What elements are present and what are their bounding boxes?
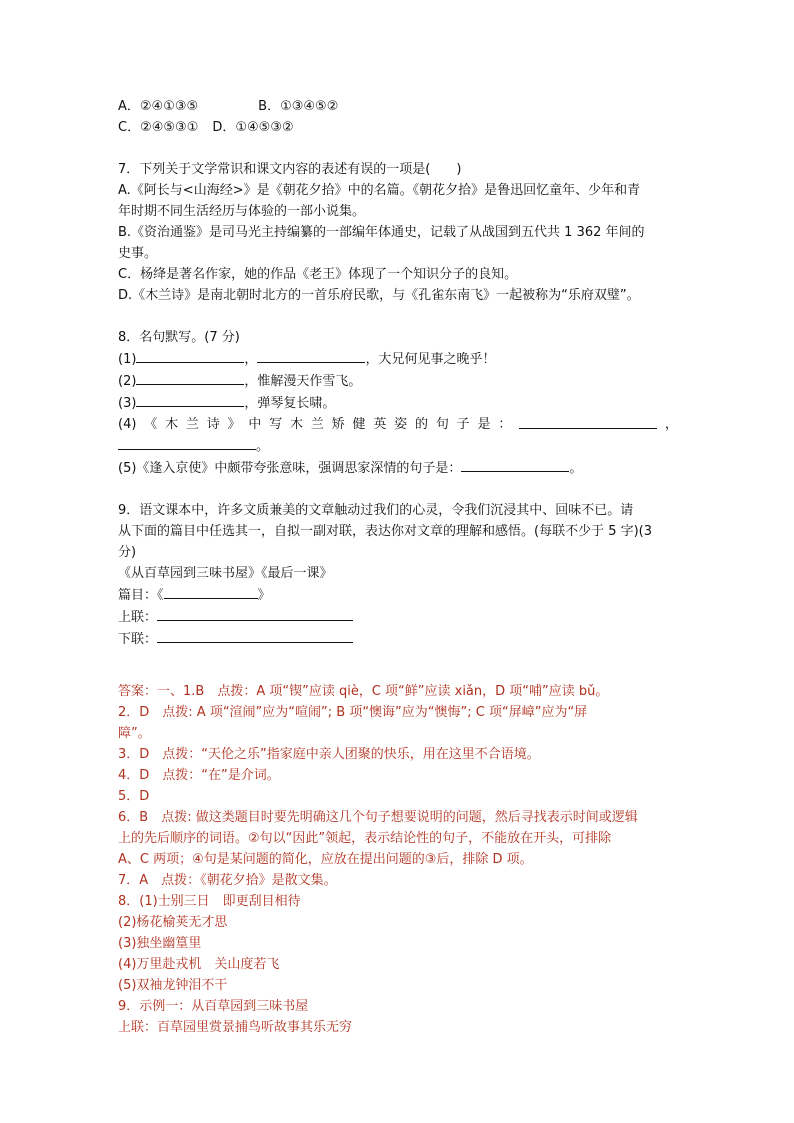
q9-xialian-row: 下联： <box>118 628 678 650</box>
q6-options-row-2 <box>118 117 678 138</box>
q6-options-row-1 <box>118 96 678 117</box>
fill-blank[interactable] <box>157 606 353 621</box>
q7-option-b-line1: B.《资治通鉴》是司马光主持编纂的一部编年体通史，记载了从战国到五代共 1 362 年间的 <box>118 225 645 240</box>
q8-line-2: (2) ，惟解漫天作雪飞。 <box>118 370 678 392</box>
q8-line-3: (3) ，弹琴复长啸。 <box>118 392 678 414</box>
q9-stem-line3: 分) <box>118 545 137 560</box>
answer-line: 6．B 点拨: 做这类题目时要先明确这几个句子想要说明的问题，然后寻找表示时间或逻辑 <box>118 810 638 825</box>
answer-line: 答案：一、1.B 点拨：A 项“锲”应读 qiè，C 项“鲜”应读 xiǎn，D 项“哺”应读 bǔ。 <box>118 684 609 699</box>
answer-line: 5．D <box>118 789 150 804</box>
q9-titles: 《从百草园到三味书屋》《最后一课》 <box>118 566 333 581</box>
q7-stem: 7．下列关于文学常识和课文内容的表述有误的一项是( ) <box>118 162 462 177</box>
q8-line-4: (4) 《 木 兰 诗 》 中 写 木 兰 矫 健 英 姿 的 句 子 是 ： ， <box>118 414 678 435</box>
q6-option-a: A．②④①③⑤ <box>118 99 199 114</box>
q7-option-a-line1: A.《阿长与<山海经>》是《朝花夕拾》中的名篇。《朝花夕拾》是鲁迅回忆童年、少年和青 <box>118 183 641 198</box>
fill-blank[interactable] <box>157 628 353 643</box>
answer-section <box>118 681 678 1038</box>
q7-option-c: C．杨绛是著名作家，她的作品《老王》体现了一个知识分子的良知。 <box>118 267 518 282</box>
q8-line-5: (5)《逢入京使》中颇带夸张意味，强调思家深情的句子是： 。 <box>118 457 678 479</box>
q9-shanglian-row: 上联： <box>118 606 678 628</box>
fill-blank[interactable] <box>136 370 244 385</box>
answer-line: (5)双袖龙钟泪不干 <box>118 978 228 993</box>
q8-stem: 8．名句默写。(7 分) <box>118 330 240 345</box>
answer-line: 7．A 点拨：《朝花夕拾》是散文集。 <box>118 873 337 888</box>
answer-line: 上的先后顺序的词语。②句以“因此”领起，表示结论性的句子，不能放在开头，可排除 <box>118 831 612 846</box>
document-page <box>118 96 678 1038</box>
q7-option-a-line2: 年时期不同生活经历与体验的一部小说集。 <box>118 204 366 219</box>
answer-line: 9．示例一：从百草园到三味书屋 <box>118 999 309 1014</box>
answer-line: 4．D 点拨：“在”是介词。 <box>118 768 280 783</box>
q7-option-d: D.《木兰诗》是南北朝时北方的一首乐府民歌，与《孔雀东南飞》一起被称为“乐府双璧”。 <box>118 288 640 303</box>
fill-blank[interactable] <box>136 348 244 363</box>
fill-blank[interactable] <box>461 457 569 472</box>
q7-option-b-line2: 史事。 <box>118 246 158 261</box>
answer-line: 上联：百草园里赏景捕鸟听故事其乐无穷 <box>118 1020 353 1035</box>
q6-option-b: B．①③④⑤② <box>258 99 339 114</box>
fill-blank[interactable] <box>164 584 258 599</box>
q8-line-1: (1) ， ，大兄何见事之晚乎！ <box>118 348 678 370</box>
answer-line: 8．(1)士别三日 即更刮目相待 <box>118 894 301 909</box>
answer-line: 3．D 点拨：“天伦之乐”指家庭中亲人团聚的快乐，用在这里不合语境。 <box>118 747 540 762</box>
answer-line: (2)杨花榆荚无才思 <box>118 915 228 930</box>
q6-option-d: D．①④⑤③② <box>212 120 294 135</box>
fill-blank[interactable] <box>136 392 244 407</box>
q8-line-4-continued: 。 <box>118 435 678 457</box>
fill-blank[interactable] <box>118 435 256 450</box>
answer-line: (4)万里赴戎机 关山度若飞 <box>118 957 280 972</box>
q9-stem-line1: 9．语文课本中，许多文质兼美的文章触动过我们的心灵，令我们沉浸其中、回味不已。请 <box>118 503 634 518</box>
answer-line: 2．D 点拨: A 项“渲闹”应为“喧闹”; B 项“懊诲”应为“懊悔”; C 项“屏嶂”应为“屏 <box>118 705 588 720</box>
answer-line: 障”。 <box>118 726 151 741</box>
answer-line: (3)独坐幽篁里 <box>118 936 202 951</box>
q6-option-c: C．②④⑤③① <box>118 120 199 135</box>
fill-blank[interactable] <box>257 348 365 363</box>
q9-pianmu-row: 篇目：《 》 <box>118 584 678 606</box>
answer-line: A、C 两项；④句是某问题的简化，应放在提出问题的③后，排除 D 项。 <box>118 852 533 867</box>
fill-blank[interactable] <box>519 414 657 429</box>
q9-stem-line2: 从下面的篇目中任选其一，自拟一副对联，表达你对文章的理解和感悟。(每联不少于 5 字)(3 <box>118 524 653 539</box>
